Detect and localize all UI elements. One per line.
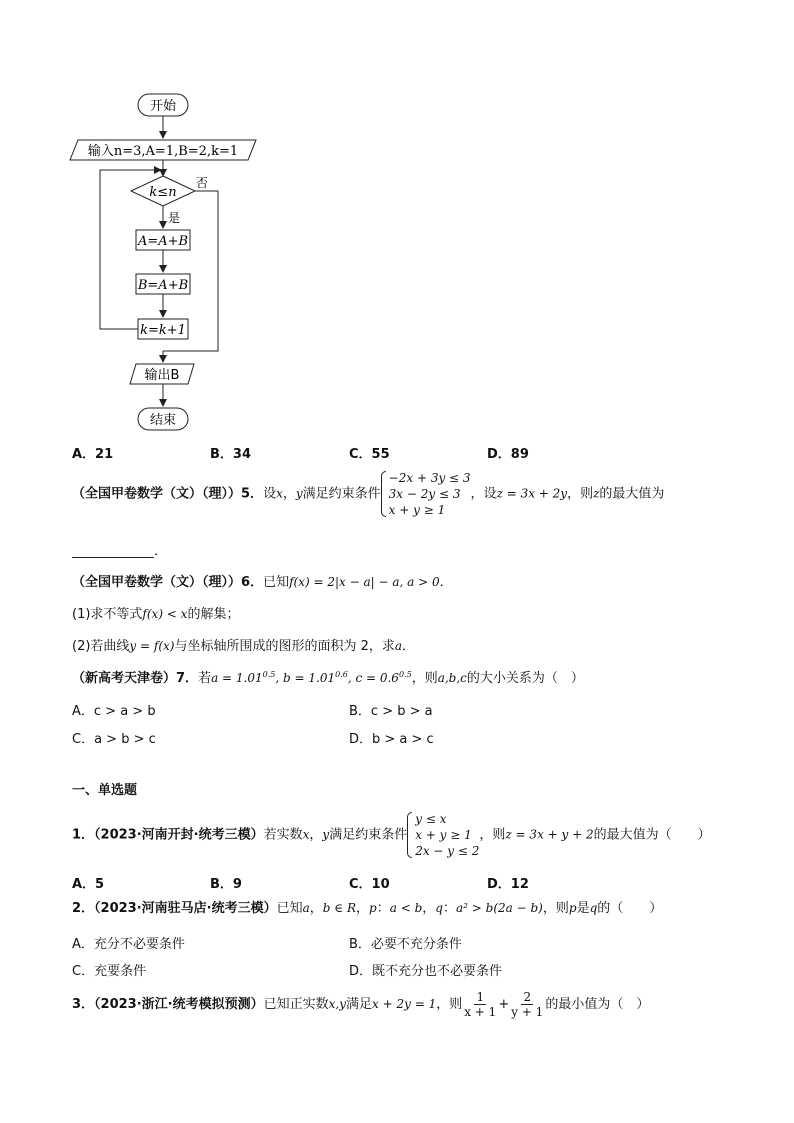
q7-expr-c: , c = 0.6 (347, 671, 399, 685)
s1-constraint-1: y ≤ x (415, 812, 447, 826)
q5-source: （全国甲卷数学（文）（理）） (72, 486, 242, 502)
flowchart (60, 88, 280, 438)
s1-choice-a: A．5 (72, 877, 105, 892)
s3-text-c: ，则 (436, 997, 463, 1012)
q7-choice-d: D．b > a > c (349, 732, 434, 747)
s2-choice-b: B．必要不充分条件 (349, 937, 462, 952)
s1-constraint-3: 2x − y ≤ 2 (415, 844, 480, 858)
q4-choice-c: C．55 (349, 447, 390, 462)
q7-number: 7． (176, 671, 199, 686)
s2-sep3: ， (422, 901, 436, 916)
s1-text-a: 若实数 (263, 827, 303, 843)
s1-text-c: ，则 (479, 827, 506, 843)
q5-var-y: y (295, 486, 303, 501)
q5-text-a: 设 (263, 486, 277, 502)
s2-choice-d: D．既不充分也不必要条件 (349, 964, 503, 979)
q7-text-a: 若 (198, 671, 212, 686)
s3-fraction-1 (462, 990, 498, 1019)
q7-exp-c: 0.5 (398, 670, 412, 679)
q6-text: 已知 (263, 575, 290, 590)
q6-end: ． (439, 575, 453, 590)
s2-sep: ， (309, 901, 323, 916)
s2-text-a: 已知 (276, 901, 303, 916)
step1-label: A=A+B (137, 234, 189, 249)
q6-part2-c: ． (402, 639, 416, 654)
s2-colon2: ： (442, 901, 456, 916)
s2-text-b: ，则 (542, 901, 569, 916)
s1-sep: ， (309, 827, 323, 843)
q5-constraint-system (381, 470, 471, 518)
q5-text-c: ，设 (470, 486, 497, 502)
s3-text-b: 满足 (346, 997, 373, 1012)
single-choice-2 (72, 902, 662, 915)
q7-exp-a: 0.5 (262, 670, 276, 679)
yes-label: 是 (168, 211, 181, 225)
s1-number: 1． (72, 827, 95, 843)
question-7 (72, 671, 584, 685)
q5-sep: ， (282, 486, 296, 502)
s2-choice-a: A．充分不必要条件 (72, 937, 185, 952)
start-label: 开始 (149, 99, 177, 114)
s1-objective: z = 3x + y + 2 (505, 827, 594, 842)
q7-expression (211, 671, 412, 685)
input-label: 输入n=3,A=1,B=2,k=1 (87, 144, 239, 159)
q5-constraint-3: x + y ≥ 1 (388, 503, 446, 517)
q6-part2-a: (2)若曲线 (72, 639, 130, 654)
q7-choice-a: A．c > a > b (72, 704, 156, 719)
q7-choice-b: B．c > b > a (349, 704, 433, 719)
q7-exp-b: 0.6 (335, 670, 348, 679)
s2-colon1: ： (376, 901, 390, 916)
q5-var-z: z (593, 486, 600, 501)
s2-choice-c: C．充要条件 (72, 964, 147, 979)
q6-number: 6． (241, 575, 264, 590)
q6-part2-expr: y = f(x) (129, 639, 175, 653)
q5-var-x: x (276, 486, 283, 501)
q5-answer-line (72, 545, 167, 558)
no-label: 否 (196, 176, 209, 190)
s2-p-expr: a < b (389, 901, 423, 915)
s3-text-d: 的最小值为（ ） (545, 997, 650, 1012)
q4-choice-b: B．34 (210, 447, 251, 462)
q6-part-1 (72, 608, 239, 621)
s1-constraint-system (407, 811, 479, 859)
q5-text-e: 的最大值为 (599, 486, 665, 502)
s2-var-a: a (302, 901, 310, 915)
output-label: 输出B (144, 368, 180, 383)
s3-text-a: 已知正实数 (263, 997, 329, 1012)
q6-part2-b: 与坐标轴所围成的图形的面积为 2，求 (174, 639, 395, 654)
q5-text-d: ，则 (567, 486, 594, 502)
q6-part1-b: 的解集； (187, 607, 240, 622)
q6-part1-a: (1)求不等式 (72, 607, 143, 622)
single-choice-1 (72, 811, 711, 859)
q7-expr-b: , b = 1.01 (275, 671, 336, 685)
s3-frac2-num: 2 (523, 990, 532, 1004)
s2-q-expr: a² > b(2a − b) (456, 901, 543, 915)
s1-choice-c: C．10 (349, 877, 390, 892)
s3-vars: x,y (328, 997, 346, 1011)
question-6 (72, 576, 453, 589)
s1-var-x: x (302, 827, 310, 842)
s3-fraction-2 (509, 990, 545, 1019)
s3-frac1-den: x + 1 (464, 1005, 497, 1019)
s2-sep2: ， (356, 901, 370, 916)
condition-label: k≤n (149, 185, 177, 200)
q5-constraint-1: −2x + 3y ≤ 3 (388, 471, 471, 485)
q5-answer-blank[interactable] (72, 545, 154, 558)
q5-objective: z = 3x + 2y (496, 486, 568, 501)
q5-end-mark: ． (154, 544, 168, 559)
s2-q: q (435, 901, 443, 915)
s2-p2: p (568, 901, 577, 915)
s2-source: （2023·河南驻马店·统考三模） (94, 901, 277, 916)
q5-text-b: 满足约束条件 (302, 486, 381, 502)
s3-constraint: x + 2y = 1 (372, 997, 437, 1011)
s1-var-y: y (322, 827, 330, 842)
s3-plus: + (498, 997, 510, 1012)
q7-vars: a,b,c (437, 671, 467, 685)
q5-number: 5． (241, 486, 264, 502)
q6-function: f(x) = 2|x − a| − a, a > 0 (289, 575, 440, 589)
q6-part2-var: a (394, 639, 403, 653)
q6-source: （全国甲卷数学（文）（理）） (72, 575, 242, 590)
q4-choice-d: D．89 (487, 447, 529, 462)
q7-expr-a: a = 1.01 (211, 671, 263, 685)
step2-label: B=A+B (137, 278, 189, 293)
q6-part-2 (72, 640, 415, 653)
q7-text-b: ，则 (411, 671, 438, 686)
s2-var-b: b ∈ R (322, 901, 357, 915)
q6-part1-expr: f(x) < x (142, 607, 188, 621)
s1-choice-b: B．9 (210, 877, 242, 892)
q4-choice-a: A．21 (72, 447, 114, 462)
q7-choice-c: C．a > b > c (72, 732, 156, 747)
s2-q2: q (589, 901, 598, 915)
q7-source: （新高考天津卷） (72, 671, 177, 686)
step3-label: k=k+1 (140, 323, 186, 338)
s2-text-d: 的（ ） (597, 901, 663, 916)
q5-constraint-2: 3x − 2y ≤ 3 (388, 487, 461, 501)
s1-text-b: 满足约束条件 (329, 827, 408, 843)
s1-source: （2023·河南开封·统考三模） (94, 827, 264, 843)
s3-frac1-num: 1 (476, 990, 485, 1004)
single-choice-3 (72, 990, 649, 1019)
s1-constraint-2: x + y ≥ 1 (415, 828, 472, 842)
q7-text-c: 的大小关系为（ ） (466, 671, 584, 686)
s3-source: （2023·浙江·统考模拟预测） (94, 997, 264, 1012)
section-title: 一、单选题 (72, 783, 138, 798)
s1-choice-d: D．12 (487, 877, 529, 892)
question-5 (72, 470, 664, 518)
s2-text-c: 是 (576, 901, 590, 916)
s2-p: p (369, 901, 377, 915)
s3-number: 3． (72, 997, 95, 1012)
s3-frac2-den: y + 1 (511, 1005, 544, 1019)
s2-number: 2． (72, 901, 95, 916)
s1-text-d: 的最大值为（ ） (593, 827, 711, 843)
end-label: 结束 (149, 413, 177, 428)
